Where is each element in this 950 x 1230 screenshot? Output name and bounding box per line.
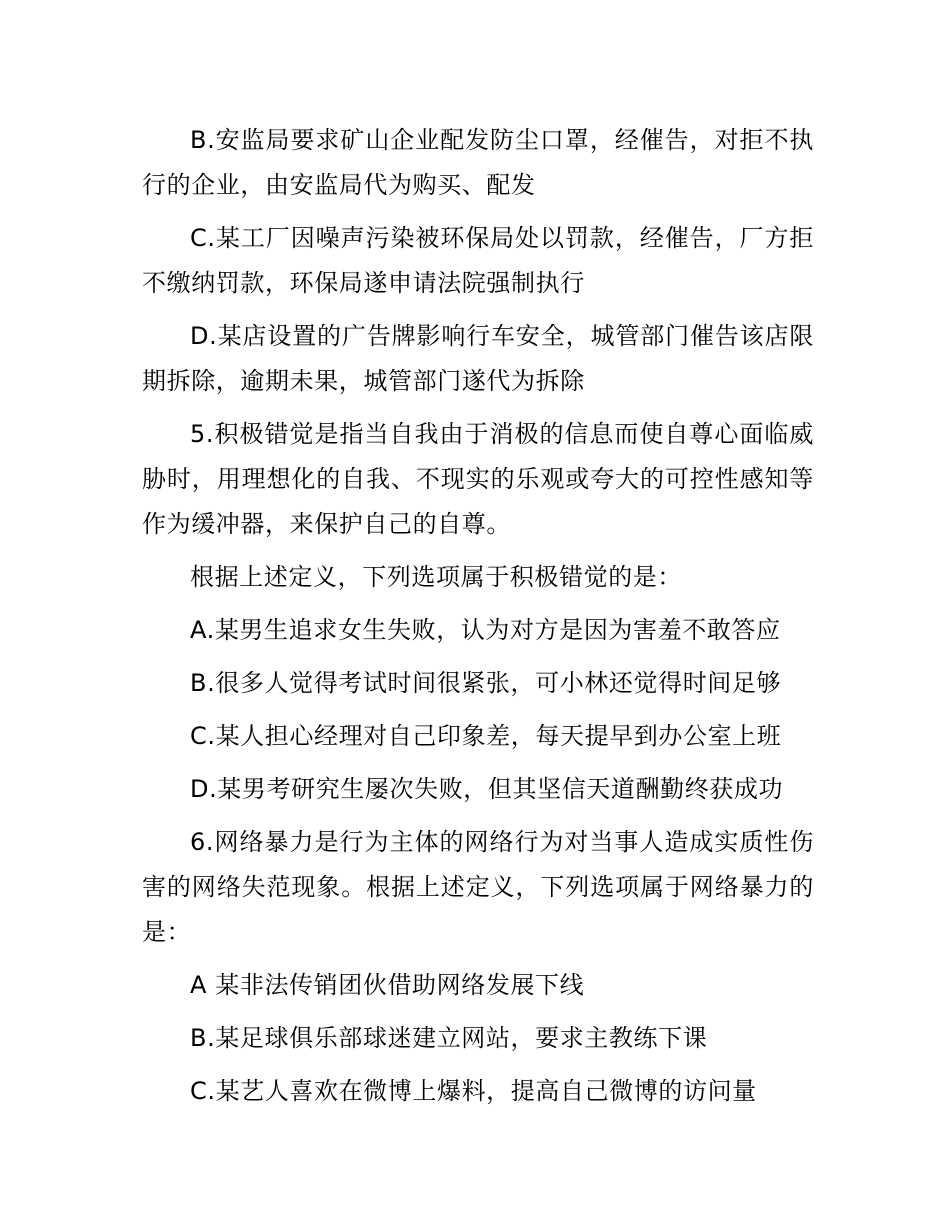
document-page — [142, 118, 814, 1122]
option-5d-text: D.某男考研究生屡次失败，但其坚信天道酬勤终获成功 — [190, 775, 784, 803]
option-5b-text: B.很多人觉得考试时间很紧张，可小林还觉得时间足够 — [190, 669, 782, 697]
question-6-definition: 6.网络暴力是行为主体的网络行为对当事人造成实质性伤害的网络失范现象。根据上述定义，下列选项属于网络暴力的是： — [142, 828, 814, 946]
question-5-definition: 5.积极错觉是指当自我由于消极的信息而使自尊心面临威胁时，用理想化的自我、不现实的乐观或夸大的可控性感知等作为缓冲器，来保护自己的自尊。 — [142, 420, 814, 538]
option-6b-text: B.某足球俱乐部球迷建立网站，要求主教练下课 — [190, 1024, 708, 1052]
question-5-prompt: 根据上述定义，下列选项属于积极错觉的是： — [190, 563, 682, 591]
option-5c-text: C.某人担心经理对自己印象差，每天提早到办公室上班 — [190, 722, 782, 750]
option-6c-text: C.某艺人喜欢在微博上爆料，提高自己微博的访问量 — [190, 1077, 757, 1105]
option-6a-text: A 某非法传销团伙借助网络发展下线 — [190, 971, 585, 999]
option-4c-text: C.某工厂因噪声污染被环保局处以罚款，经催告，厂方拒不缴纳罚款，环保局遂申请法院强制执行 — [142, 224, 814, 297]
option-4d-text: D.某店设置的广告牌影响行车安全，城管部门催告该店限期拆除，逾期未果，城管部门遂代为拆除 — [142, 322, 814, 395]
option-4b-text: B.安监局要求矿山企业配发防尘口罩，经催告，对拒不执行的企业，由安监局代为购买、配发 — [142, 126, 814, 199]
option-5a-text: A.某男生追求女生失败，认为对方是因为害羞不敢答应 — [190, 616, 781, 644]
